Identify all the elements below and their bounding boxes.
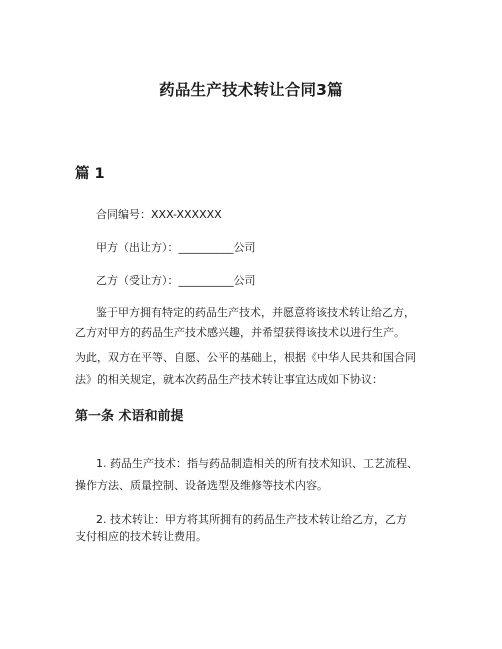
contract-number: 合同编号：XXX-XXXXXX <box>96 208 222 221</box>
party-b-line: 乙方（受让方）：__________公司 <box>96 274 256 287</box>
preamble-line-4: 法》的相关规定，就本次药品生产技术转让事宜达成如下协议： <box>75 373 383 386</box>
part-heading: 篇 1 <box>75 166 105 182</box>
document-title: 药品生产技术转让合同3篇 <box>159 81 343 99</box>
clause-2-line-2: 支付相应的技术转让费用。 <box>75 530 207 543</box>
clause-2-line-1: 2. 技术转让：甲方将其所拥有的药品生产技术转让给乙方，乙方 <box>96 513 407 526</box>
preamble-line-1: 鉴于甲方拥有特定的药品生产技术，并愿意将该技术转让给乙方， <box>96 306 415 319</box>
preamble-line-2: 乙方对甲方的药品生产技术感兴趣，并希望获得该技术以进行生产。 <box>75 326 405 339</box>
clause-1-line-1: 1. 药品生产技术：指与药品制造相关的所有技术知识、工艺流程、 <box>96 457 418 470</box>
article-1-heading: 第一条 术语和前提 <box>75 409 184 424</box>
party-a-line: 甲方（出让方）：__________公司 <box>96 241 256 254</box>
preamble-line-3: 为此，双方在平等、自愿、公平的基础上，根据《中华人民共和国合同 <box>75 351 416 364</box>
clause-1-line-2: 操作方法、质量控制、设备选型及维修等技术内容。 <box>75 479 328 492</box>
